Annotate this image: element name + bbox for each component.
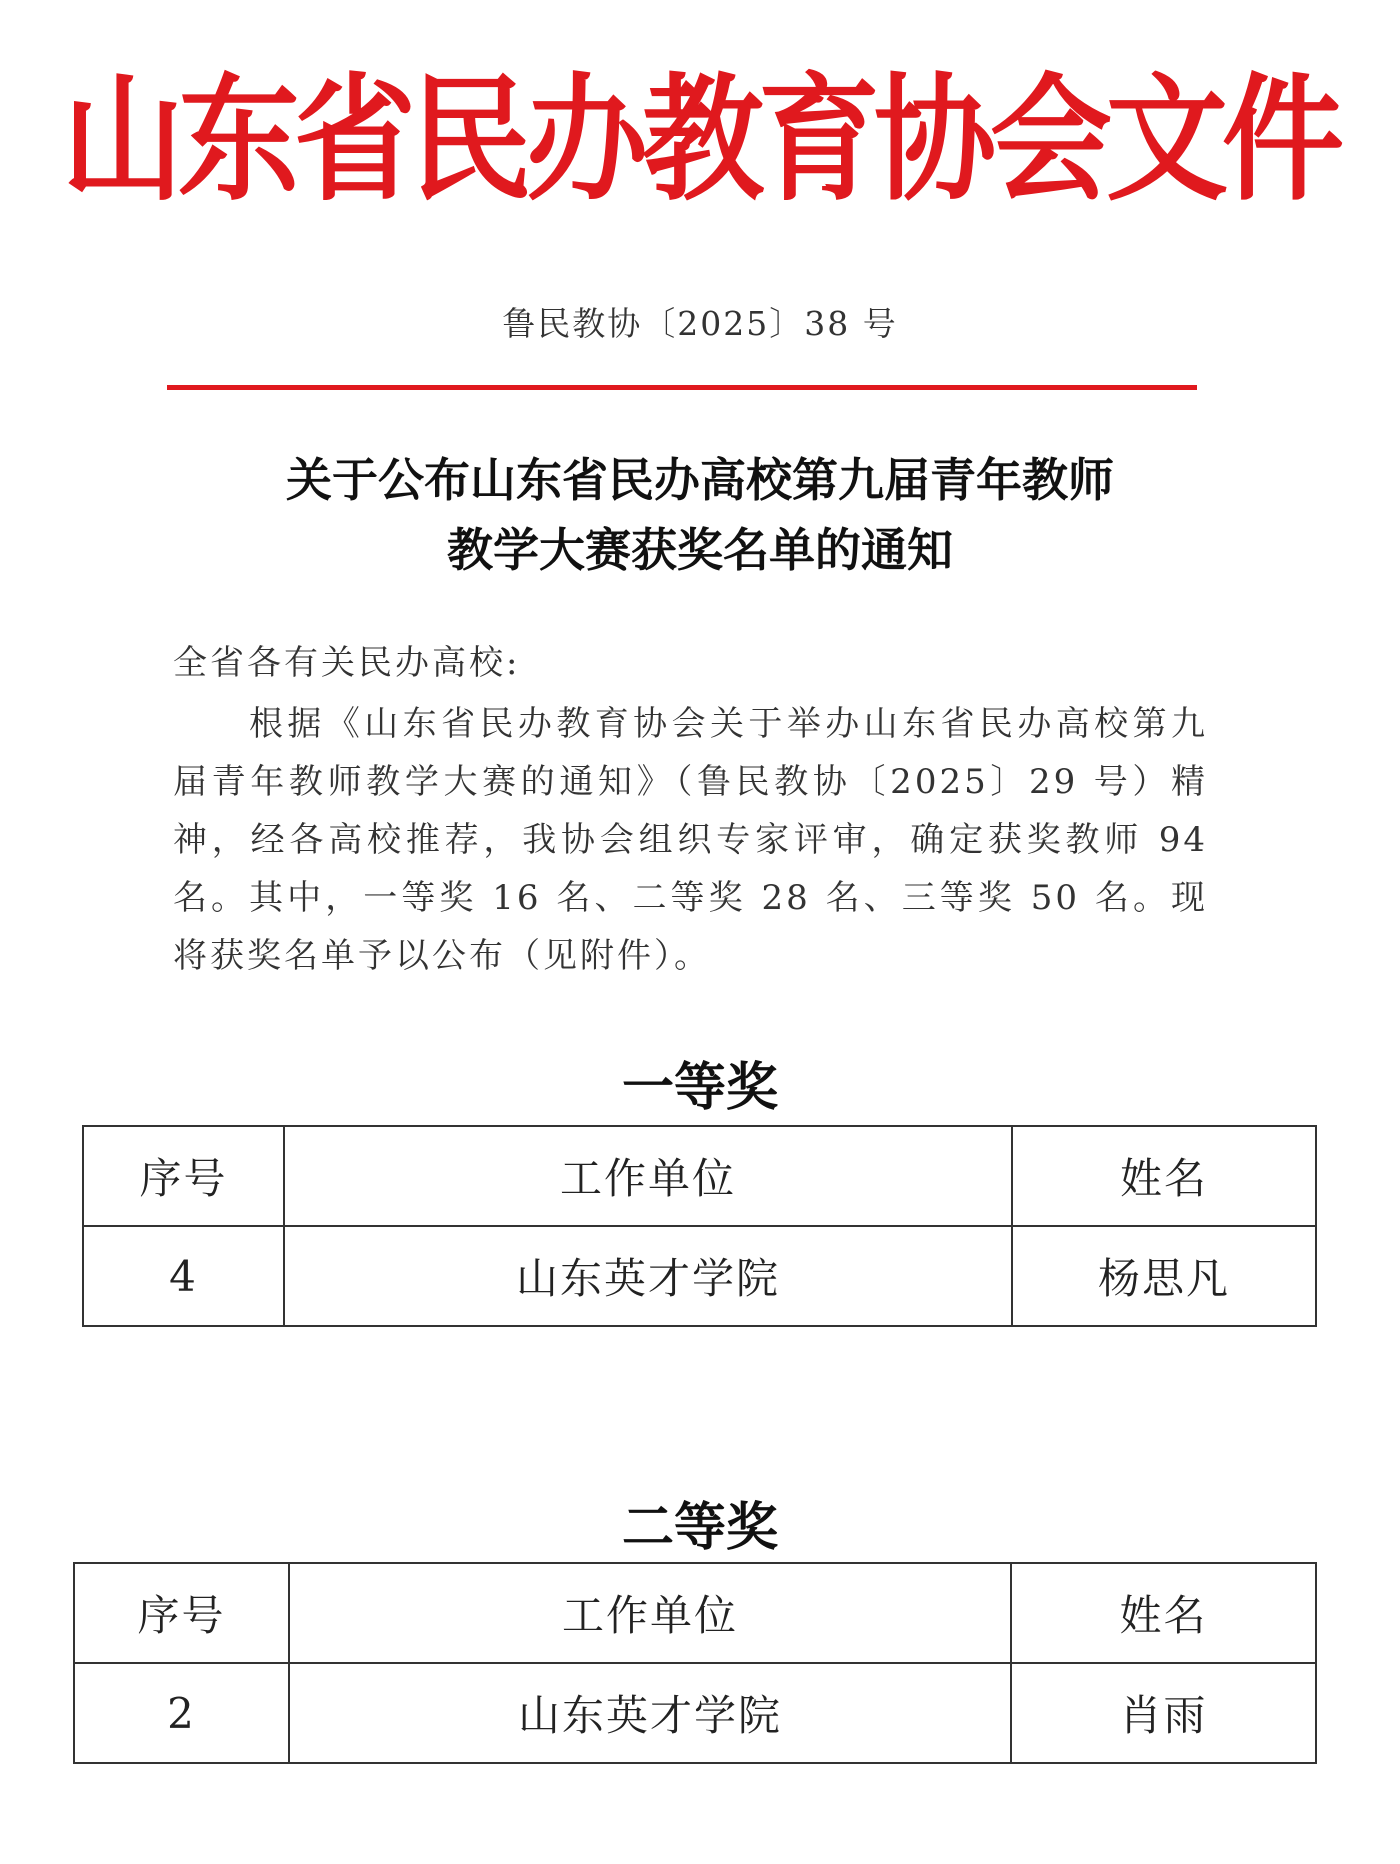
cell-name: 肖雨: [1011, 1663, 1316, 1763]
table-row: [83, 1226, 1316, 1326]
column-header-unit: 工作单位: [284, 1126, 1012, 1226]
body-paragraph: 根据《山东省民办教育协会关于举办山东省民办高校第九届青年教师教学大赛的通知》（鲁民教协〔2025〕29 号）精神，经各高校推荐，我协会组织专家评审，确定获奖教师 94 名。其中，一等奖 16 名、二等奖 28 名、三等奖 50 名。现将获奖名单予以公布（见附件）。: [173, 704, 1208, 976]
table-header-row: [74, 1563, 1316, 1663]
column-header-unit: 工作单位: [289, 1563, 1011, 1663]
table-header-row: [83, 1126, 1316, 1226]
document-number: 鲁民教协〔2025〕38 号: [502, 304, 898, 343]
column-header-number: 序号: [83, 1126, 284, 1226]
notice-title: [0, 445, 1400, 585]
second-prize-heading: 二等奖: [621, 1498, 778, 1558]
notice-title-line1: 关于公布山东省民办高校第九届青年教师: [286, 453, 1114, 507]
red-divider-line: [167, 385, 1197, 390]
cell-name: 杨思凡: [1012, 1226, 1316, 1326]
column-header-number: 序号: [74, 1563, 289, 1663]
cell-unit: 山东英才学院: [289, 1663, 1011, 1763]
column-header-name: 姓名: [1012, 1126, 1316, 1226]
first-prize-heading: 一等奖: [621, 1058, 778, 1118]
table-row: [74, 1663, 1316, 1763]
first-prize-table: [82, 1125, 1317, 1327]
cell-number: 2: [74, 1663, 289, 1763]
cell-unit: 山东英才学院: [284, 1226, 1012, 1326]
masthead-title: 山东省民办教育协会文件: [62, 60, 1338, 220]
column-header-name: 姓名: [1011, 1563, 1316, 1663]
cell-number: 4: [83, 1226, 284, 1326]
notice-title-line2: 教学大赛获奖名单的通知: [447, 523, 953, 577]
second-prize-table: [73, 1562, 1317, 1764]
salutation: 全省各有关民办高校:: [173, 643, 521, 683]
